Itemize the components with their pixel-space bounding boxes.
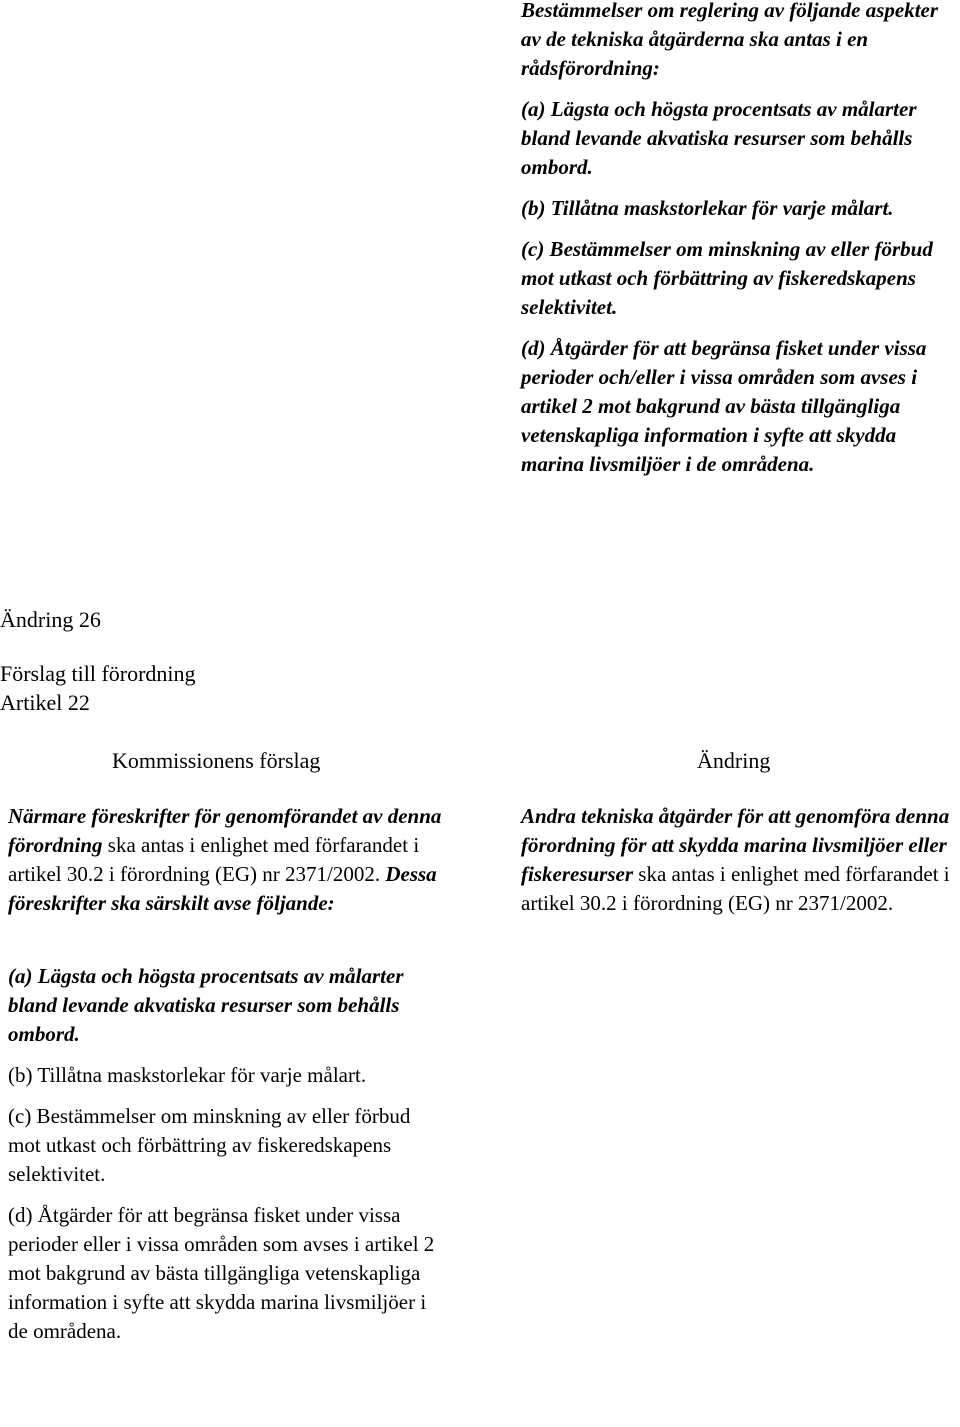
- amendment-text-plain: ska antas i enlighet med förfarandet i artikel 30.2 i förordning (EG) nr 2371/2002.: [521, 862, 950, 915]
- commission-intro-emphasis-2: Dessa föreskrifter ska särskilt avse följande:: [8, 862, 437, 915]
- commission-proposal-column: [8, 802, 448, 1346]
- amendment-article: Artikel 22: [0, 690, 90, 715]
- commission-item-c: (c) Bestämmelser om minskning av eller förbud mot utkast och förbättring av fiskeredskapens selektivitet.: [8, 1104, 411, 1186]
- commission-intro-emphasis: Närmare föreskrifter för genomförandet av denna förordning: [8, 804, 442, 857]
- amendment-text-emphasis: Andra tekniska åtgärder för att genomföra denna förordning för att skydda marina livsmiljöer eller fiskeresurser: [521, 804, 950, 886]
- amendment-number: Ändring 26: [0, 607, 101, 632]
- amendment-subject: Förslag till förordning: [0, 661, 196, 686]
- amendment-column: [521, 802, 957, 918]
- commission-intro: [8, 802, 448, 918]
- amendment-text: [521, 802, 957, 918]
- top-item-d: (d) Åtgärder för att begränsa fisket under vissa perioder och/eller i vissa områden som avses i artikel 2 mot bakgrund av bästa tillgängliga vetenskapliga information i syfte att skydda marina livsmiljöer i de områdena.: [521, 336, 927, 476]
- left-column-header: Kommissionens förslag: [112, 748, 321, 773]
- top-column: [521, 0, 946, 491]
- commission-item-b: (b) Tillåtna maskstorlekar för varje målart.: [8, 1063, 367, 1087]
- commission-intro-plain: ska antas i enlighet med förfarandet i artikel 30.2 i förordning (EG) nr 2371/2002.: [8, 833, 420, 886]
- top-item-a: (a) Lägsta och högsta procentsats av målarter bland levande akvatiska resurser som behålls ombord.: [521, 97, 917, 179]
- top-item-b: (b) Tillåtna maskstorlekar för varje målart.: [521, 196, 894, 220]
- top-item-c: (c) Bestämmelser om minskning av eller förbud mot utkast och förbättring av fiskeredskapens selektivitet.: [521, 237, 933, 319]
- commission-item-d: (d) Åtgärder för att begränsa fisket under vissa perioder eller i vissa områden som avses i artikel 2 mot bakgrund av bästa tillgängliga vetenskapliga information i syfte att skydda marina livsmiljöer i de områdena.: [8, 1203, 435, 1343]
- top-intro: Bestämmelser om reglering av följande aspekter av de tekniska åtgärderna ska antas i en rådsförordning:: [521, 0, 939, 80]
- right-column-header: Ändring: [697, 748, 771, 773]
- commission-item-a: (a) Lägsta och högsta procentsats av målarter bland levande akvatiska resurser som behålls ombord.: [8, 964, 404, 1046]
